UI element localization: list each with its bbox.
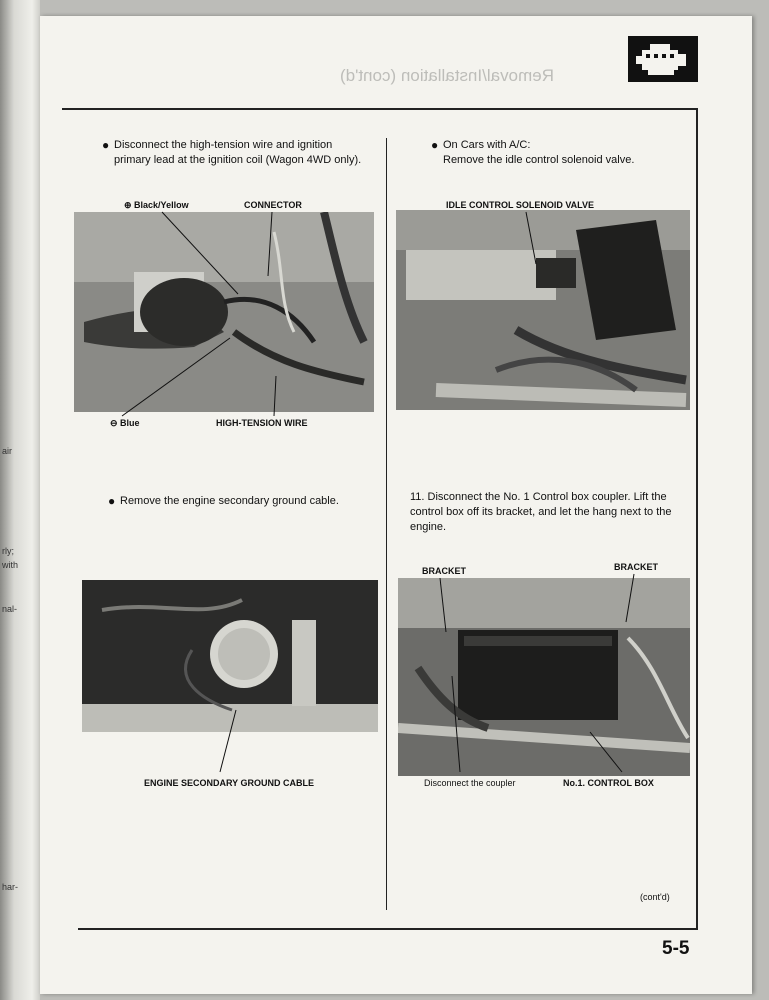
photo-solenoid-valve — [396, 210, 690, 410]
top-rule — [62, 108, 698, 110]
label-high-tension-wire: HIGH-TENSION WIRE — [216, 418, 308, 428]
step-remove-solenoid — [431, 138, 683, 168]
column-divider — [386, 138, 387, 910]
binding-fragment: air — [2, 446, 13, 456]
engine-icon — [628, 36, 698, 82]
photo-ground-cable — [82, 580, 378, 732]
step-disconnect-wire — [102, 138, 366, 168]
step-disconnect-control-box: 11. Disconnect the No. 1 Control box coupler. Lift the control box off its bracket, and let the hang next to the engine. — [410, 491, 672, 533]
binding-fragment: with — [2, 560, 19, 570]
label-control-box: No.1. CONTROL BOX — [563, 778, 654, 788]
step-title: On Cars with A/C: — [443, 139, 531, 151]
bullet-icon: ● — [102, 138, 110, 152]
step-text: Remove the engine secondary ground cable. — [120, 495, 339, 507]
label-ground-cable: ENGINE SECONDARY GROUND CABLE — [144, 778, 315, 788]
step-text: Remove the idle control solenoid valve. — [443, 154, 635, 166]
label-bracket-right: BRACKET — [614, 562, 658, 572]
bullet-icon: ● — [108, 494, 116, 508]
label-idle-solenoid: IDLE CONTROL SOLENOID VALVE — [446, 200, 595, 210]
binding-fragment: nal- — [2, 604, 18, 614]
right-rule — [696, 108, 698, 930]
label-bracket-left: BRACKET — [422, 566, 466, 576]
photo-control-box — [398, 578, 690, 776]
ghost-heading: Removal/Installation (cont'd) — [340, 66, 554, 85]
page-number: 5-5 — [662, 938, 690, 959]
step-remove-ground-cable — [108, 494, 372, 509]
continued-note: (cont'd) — [640, 892, 670, 902]
photo-ignition-coil — [74, 212, 374, 412]
label-connector: CONNECTOR — [244, 200, 302, 210]
book-binding — [0, 0, 40, 1000]
bottom-rule — [78, 928, 698, 930]
binding-fragment: rly; — [2, 546, 14, 556]
label-disconnect-coupler: Disconnect the coupler — [424, 778, 516, 788]
label-black-yellow: ⊕ Black/Yellow — [124, 200, 189, 210]
label-blue: ⊖ Blue — [110, 418, 140, 428]
step-text: Disconnect the high-tension wire and ignition primary lead at the ignition coil (Wagon 4WD only). — [114, 139, 362, 166]
manual-page — [40, 16, 752, 994]
binding-fragment: har- — [2, 882, 19, 892]
bullet-icon: ● — [431, 138, 439, 152]
